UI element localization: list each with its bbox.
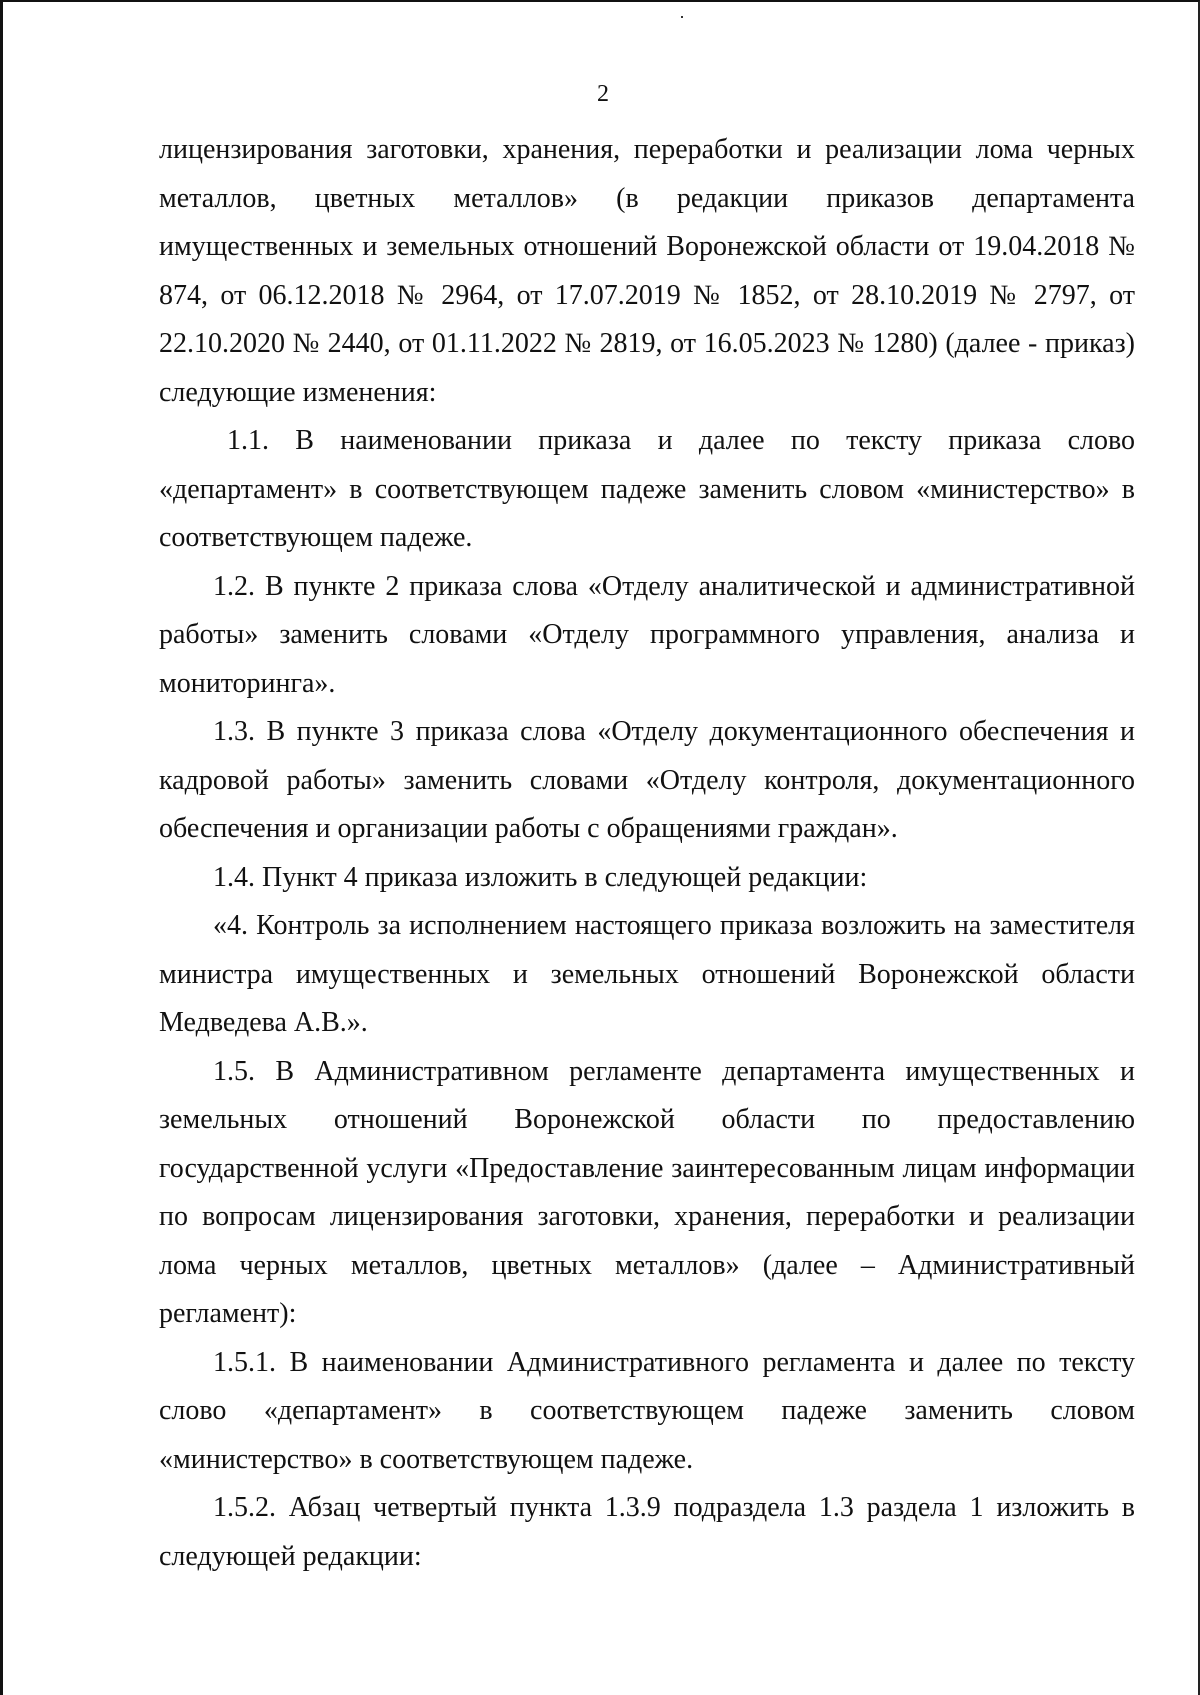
document-body (159, 126, 1135, 1581)
paragraph-1-4: 1.4. Пункт 4 приказа изложить в следующей редакции: (213, 861, 868, 893)
paragraph-quote-4: «4. Контроль за исполнением настоящего приказа возложить на заместителя министра имущественных и земельных отношений Воронежской области Медведева А.В.». (159, 910, 1135, 1038)
paragraph-1-2: 1.2. В пункте 2 приказа слова «Отделу аналитической и административной работы» заменить словами «Отделу программного управления, анализа и мониторинга». (159, 570, 1135, 699)
paragraph-1-1: 1.1. В наименовании приказа и далее по тексту приказа слово «департамент» в соответствующем падеже заменить словом «министерство» в соответствующем падеже. (159, 425, 1135, 553)
paragraph-1-5-1: 1.5.1. В наименовании Административного регламента и далее по тексту слово «департамент» в соответствующем падеже заменить словом «министерство» в соответствующем падеже. (159, 1346, 1135, 1475)
paragraph-continuation: лицензирования заготовки, хранения, переработки и реализации лома черных металлов, цветных металлов» (в редакции приказов департамента имущественных и земельных отношений Воронежской области от 19.04.2018 № 874, от 06.12.2018 № 2964, от 17.07.2019 № 1852, от 28.10.2019 № 2797, от 22.10.2020 № 2440, от 01.11.2022 № 2819, от 16.05.2023 № 1280) (далее - приказ) следующие изменения: (159, 134, 1135, 408)
page-number: 2 (597, 81, 609, 107)
paragraph-1-3: 1.3. В пункте 3 приказа слова «Отделу документационного обеспечения и кадровой работы» заменить словами «Отделу контроля, документационного обеспечения и организации работы с обращениями граждан». (159, 716, 1135, 844)
paragraph-1-5: 1.5. В Административном регламенте департамента имущественных и земельных отношений Воронежской области по предоставлению государственной услуги «Предоставление заинтересованным лицам информации по вопросам лицензирования заготовки, хранения, переработки и реализации лома черных металлов, цветных металлов» (далее – Административный регламент): (159, 1055, 1135, 1329)
scan-speck (681, 16, 683, 18)
paragraph-1-5-2: 1.5.2. Абзац четвертый пункта 1.3.9 подраздела 1.3 раздела 1 изложить в следующей редакции: (159, 1492, 1135, 1572)
